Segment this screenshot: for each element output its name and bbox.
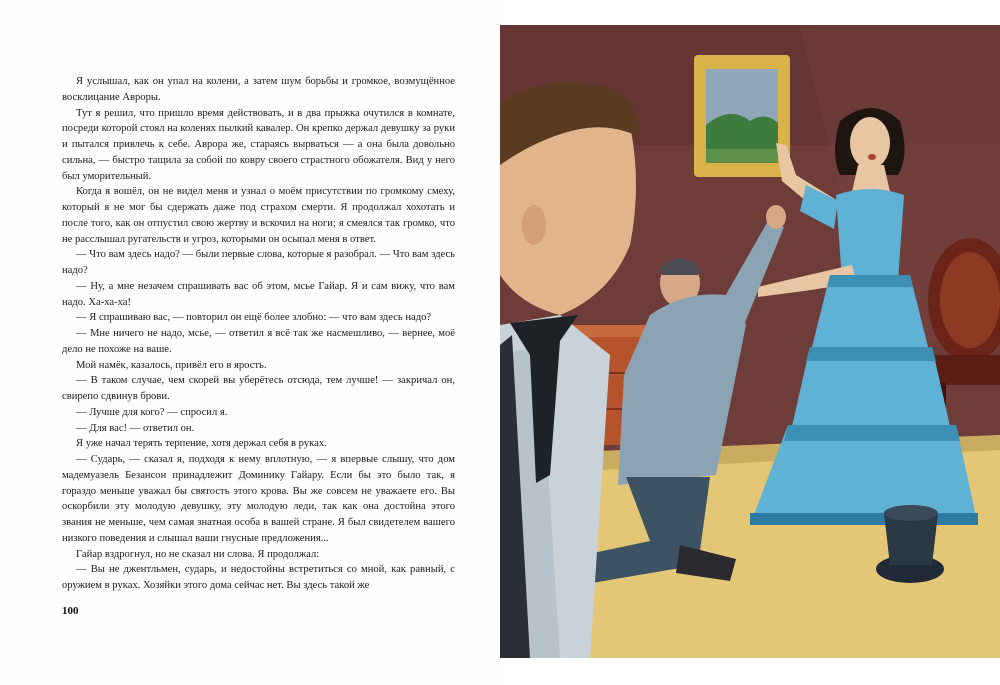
framed-painting — [694, 55, 790, 177]
painting-ground — [706, 149, 778, 163]
woman-face — [850, 117, 890, 169]
paragraph: Гайар вздрогнул, но не сказал ни слова. Я продолжал: — [76, 548, 320, 560]
illustration — [500, 25, 1000, 658]
paragraph: Я уже начал терять терпение, хотя держал себя в руках. — [76, 438, 327, 450]
paragraph: — Мне ничего не надо, мсье, — ответил я всё так же насмешливо, — вернее, моё дело не похоже на ваше. — [62, 328, 455, 355]
paragraph: — Лучше для кого? — спросил я. — [76, 406, 228, 418]
paragraph: — Вы не джентльмен, сударь, и недостойны встретиться со мной, как равный, с оружием в руках. Хозяйки этого дома сейчас нет. Вы здесь такой же — [62, 564, 455, 591]
page-number: 100 — [62, 605, 79, 617]
paragraph: — Для вас! — ответил он. — [76, 422, 195, 434]
illustration-canvas — [500, 25, 1000, 658]
paragraph: Мой намёк, казалось, привёл его в ярость. — [76, 359, 267, 371]
paragraph: — Сударь, — сказал я, подходя к нему вплотную, — я впервые слышу, что дом мадемуазель Безансон принадлежит Доминику Гайару. Если бы это было так, я гораздо меньше уважал бы святость этого крова. Вы же совсем не уважаете его. Вы оскорбили эту молодую девушку, эту молодую леди, так как она достойна этого звания не меньше, чем самая знатная особа в вашей стране. Я был свидетелем вашего низкого поведения и слышал ваши гнусные предложения... — [62, 454, 455, 544]
paragraph: — Я спрашиваю вас, — повторил он ещё более злобно: — что вам здесь надо? — [76, 312, 432, 324]
paragraph: Когда я вошёл, он не видел меня и узнал о моём присутствии по громкому смеху, который я не мог бы сдержать даже под страхом смерти. Я продолжал хохотать и после того, как он отпустил свою жертву и вскочил на ноги; я смеялся так громко, что не расслышал ругательств и угроз, которыми он осыпал меня в ответ. — [62, 186, 455, 245]
chair-seat — [930, 355, 1000, 385]
body-text — [62, 74, 455, 594]
chair-upholstery — [940, 252, 1000, 348]
paragraph: Тут я решил, что пришло время действовать, и в два прыжка очутился в комнате, посреди которой стоял на коленях пылкий кавалер. Он крепко держал девушку за руки и пытался привлечь к себе. Аврора же, стараясь вырваться — а она была довольно сильна, — быстро тащила за собой по ковру своего страстного обожателя. Вид у него был уморительный. — [62, 107, 455, 182]
paragraph: — Ну, а мне незачем спрашивать вас об этом, мсье Гайар. Я и сам вижу, что вам надо. Ха-ха-ха! — [62, 280, 455, 308]
paragraph: — В таком случае, чем скорей вы уберётесь отсюда, тем лучше! — закричал он, свирепо сдвинув брови. — [62, 375, 455, 402]
paragraph: Я услышал, как он упал на колени, а затем шум борьбы и громкое, возмущённое восклицание Авроры. — [62, 76, 455, 103]
paragraph: — Что вам здесь надо? — были первые слова, которые я разобрал. — Что вам здесь надо? — [62, 249, 455, 276]
